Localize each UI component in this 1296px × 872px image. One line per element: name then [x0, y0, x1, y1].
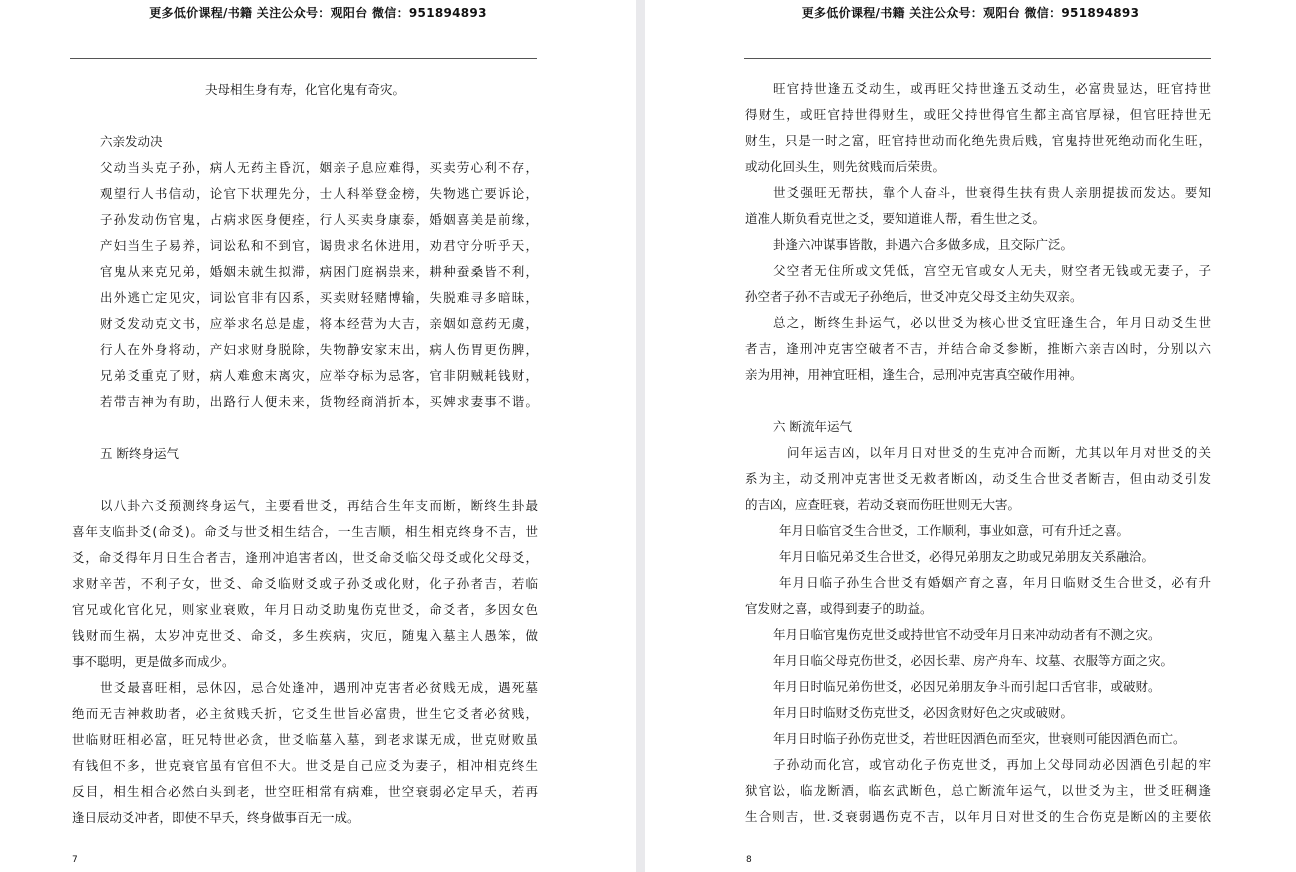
text-line: 或动化回头生，则先贫贱而后荣贵。	[745, 159, 946, 174]
text-line: 父空者无住所或文凭低，宫空无官或女人无夫，财空者无钱或无妻子，子	[773, 263, 1211, 278]
text-line: 年月日临官鬼伤克世爻或持世官不动受年月日来冲动动者有不测之灾。	[773, 627, 1161, 642]
text-line: 行人在外身将动，产妇求财身脱除，失物静安家末出，病人伤胃更伤脾，	[100, 342, 538, 357]
text-line: 道准人斯负看克世之爻，要知道谁人帮，看生世之爻。	[745, 211, 1046, 226]
section-heading: 五 断终身运气	[100, 446, 179, 461]
text-line: 有钱但不多，世克衰官虽有官但不大。世爻是自己应爻为妻子，相冲相克终生	[72, 758, 538, 773]
header-rule	[744, 58, 1211, 59]
text-line: 年月日时临兄弟伤世爻，必因兄弟朋友争斗而引起口舌官非，或破财。	[773, 679, 1161, 694]
text-line: 官发财之喜，或得到妻子的助益。	[745, 601, 933, 616]
text-line: 财爻发动克文书，应举求名总是虚，将本经营为大吉，亲姻如意药无虞，	[100, 316, 538, 331]
text-line: 年月日时临财爻伤克世爻，必因贪财好色之灾或破财。	[773, 705, 1074, 720]
text-line: 出外逃亡定见灾，词讼官非有囚系，买卖财轻赌博输，失脱难寻多暗昧，	[100, 290, 538, 305]
text-line: 父动当头克子孙，病人无药主昏沉，姻亲子息应难得，买卖劳心利不存，	[100, 160, 538, 175]
text-line: 官兄或化官化兄，则家业衰败，年月日动爻助鬼伤克世爻，命爻者，多因女色	[72, 602, 538, 617]
text-line: 产妇当生子易养，词讼私和不到官，谒贵求名休进用，劝君守分听乎天，	[100, 238, 538, 253]
text-line: 得财生，或旺官持世得财生，或旺父持世得官生都主高官厚禄，但官旺持世无	[745, 107, 1211, 122]
page-body	[72, 77, 538, 831]
text-line: 亲为用神，用神宜旺相，逢生合，忌刑冲克害真空破作用神。	[745, 367, 1083, 382]
paragraph-gap	[72, 415, 538, 441]
text-line: 绝而无吉神救助者，必主贫贱夭折，它爻生世旨必富贵，世生它爻者必贫贱，	[72, 706, 538, 721]
text-line: 逢日辰动爻冲者，即使不早夭，终身做事百无一成。	[72, 810, 360, 825]
text-line: 官鬼从来克兄弟，婚姻未就生拟滞，病困门庭祸祟来，耕种蚕桑皆不利，	[100, 264, 538, 279]
text-line: 爻，命爻得年月日生合者吉，逢刑冲追害者凶，世爻命爻临父母爻或化父母爻，	[72, 550, 538, 565]
text-line: 子孙发动伤官鬼，占病求医身便痊，行人买卖身康泰，婚姻喜美是前缘，	[100, 212, 538, 227]
text-line: 世爻强旺无帮扶，靠个人奋斗，世衰得生扶有贵人亲朋提拔而发达。要知	[773, 185, 1211, 200]
text-line: 若带吉神为有助，出路行人便未来，货物经商消折本，买婢求妻事不谐。	[100, 394, 538, 409]
paragraph-gap	[72, 103, 538, 129]
text-line: 年月日临子孙生合世爻有婚姻产育之喜，年月日临财爻生合世爻，必有升	[779, 575, 1211, 590]
section-heading: 六 断流年运气	[773, 419, 852, 434]
page-header: 更多低价课程/书籍 关注公众号：观阳台 微信：951894893	[149, 6, 487, 20]
text-line: 系为主，动爻刑冲克害世爻无救者断凶，动爻生合世爻者断吉，但由动爻引发	[745, 471, 1211, 486]
text-line: 年月日临兄弟爻生合世爻，必得兄弟朋友之助或兄弟朋友关系融洽。	[779, 549, 1155, 564]
page-body	[745, 76, 1211, 830]
page-header: 更多低价课程/书籍 关注公众号：观阳台 微信：951894893	[801, 6, 1140, 20]
paragraph-gap	[745, 388, 1211, 414]
text-line: 卦逢六冲谋事皆散，卦遇六合多做多成，且交际广泛。	[773, 237, 1074, 252]
text-line: 反目，相生相合必然白头到老，世空旺相常有病难，世空衰弱必定早夭，若再	[72, 784, 538, 799]
text-line: 的吉凶，应查旺衰，若动爻衰而伤旺世则无大害。	[745, 497, 1021, 512]
text-line: 子孙动而化宫，或官动化子伤克世爻，再加上父母同动必因酒色引起的牢	[773, 757, 1211, 772]
text-line: 财生，只是一时之富，旺官持世动而化绝先贵后贱，官鬼持世死绝动而化生旺，	[745, 133, 1211, 148]
page-number: 7	[72, 855, 78, 865]
text-line: 生合则吉，世.爻衰弱遇伤克不吉，以年月日对世爻的生合伤克是断凶的主要依	[745, 809, 1211, 824]
text-line: 总之，断终生卦运气，必以世爻为核心世爻宜旺逢生合，年月日动爻生世	[773, 315, 1211, 330]
text-line: 事不聪明，更是做多而成少。	[72, 654, 235, 669]
text-line: 旺官持世逢五爻动生，或再旺父持世逢五爻动生，必富贵显达，旺官持世	[773, 81, 1211, 96]
text-line: 兄弟爻重克了财，病人难愈末离灾，应举夺标为忌客，官非阴贼耗钱财，	[100, 368, 538, 383]
section-heading: 六亲发动决	[100, 134, 163, 149]
text-line: 喜年支临卦爻(命爻)。命爻与世爻相生结合，一生吉顺，相生相克终身不吉，世	[72, 524, 538, 539]
text-line: 问年运吉凶，以年月日对世爻的生克冲合而断，尤其以年月对世爻的关	[787, 445, 1211, 460]
text-line: 年月日临父母克伤世爻，必因长辈、房产舟车、坟墓、衣服等方面之灾。	[773, 653, 1174, 668]
text-line: 以八卦六爻预测终身运气，主要看世爻，再结合生年支而断，断终生卦最	[100, 498, 538, 513]
document-page-left	[0, 0, 636, 872]
paragraph-gap	[72, 467, 538, 493]
text-line: 世爻最喜旺相，忌休囚，忌合处逢冲，遇刑冲克害者必贫贱无成，遇死墓	[100, 680, 538, 695]
text-line: 世临财旺相必富，旺兄特世必贪，世爻临墓入墓，到老求谋无成，世克财败虽	[72, 732, 538, 747]
text-line: 年月日时临子孙伤克世爻，若世旺因酒色而至灾，世衰则可能因酒色而亡。	[773, 731, 1186, 746]
text-line: 狱官讼，临龙断酒，临玄武断色，总亡断流年运气，以世爻为主，世爻旺稠逢	[745, 783, 1211, 798]
text-line: 孙空者子孙不吉或无子孙绝后，世爻冲克父母爻主幼失双亲。	[745, 289, 1083, 304]
document-page-right	[645, 0, 1296, 872]
text-line: 观望行人书信动，论官下状理先分，士人科举登金榜，失物逃亡要诉论，	[100, 186, 538, 201]
text-line: 年月日临官爻生合世爻，工作顺利，事业如意，可有升迁之喜。	[779, 523, 1130, 538]
verse-line: 夬母相生身有寿，化官化鬼有奇灾。	[204, 82, 405, 97]
page-number: 8	[746, 855, 752, 865]
header-rule	[70, 58, 537, 59]
text-line: 者吉，逢刑冲克害空破者不吉，并结合命爻参断，推断六亲吉凶时，分别以六	[745, 341, 1211, 356]
text-line: 求财辛苦，不利子女，世爻、命爻临财爻或子孙爻或化财，化子孙者吉，若临	[72, 576, 538, 591]
text-line: 钱财而生祸，太岁冲克世爻、命爻，多生疾病，灾厄，随鬼入墓主人愚笨，做	[72, 628, 538, 643]
